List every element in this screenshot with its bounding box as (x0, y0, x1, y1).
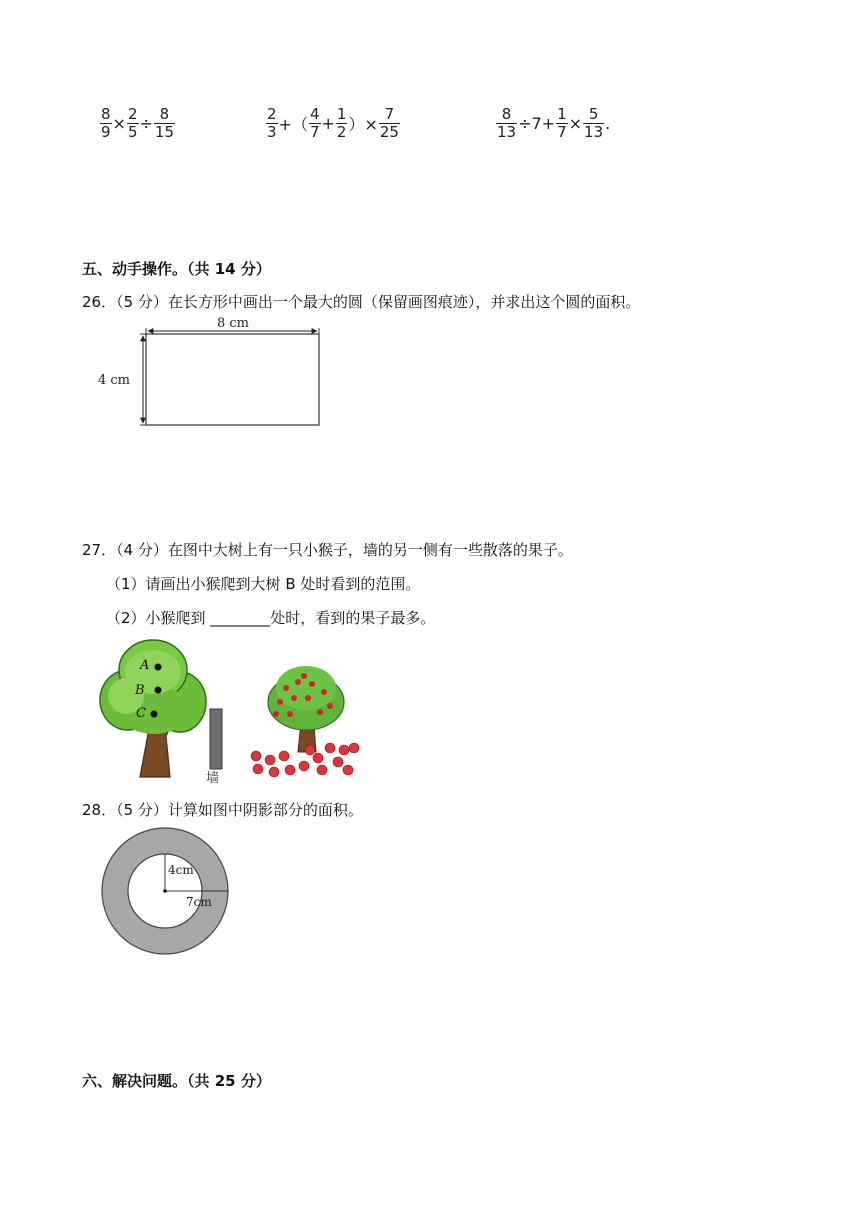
question-27-sub1: （1）请画出小猴爬到大树 B 处时看到的范围。 (106, 575, 421, 593)
point-a (155, 664, 162, 671)
rectangle-diagram (96, 314, 326, 430)
operator: ÷ (139, 114, 153, 133)
section-5-title: 五、动手操作。（共 14 分） (82, 260, 271, 278)
question-27-sub2: （2）小猴爬到 ________处时，看到的果子最多。 (106, 609, 436, 627)
fraction: $\frac{8}{15}$ (154, 105, 174, 141)
width-label: 8 cm (216, 316, 250, 331)
rectangle (146, 334, 319, 425)
fraction: $\frac{2}{3}$ (267, 105, 277, 141)
expression-2 (266, 106, 400, 141)
wall (210, 709, 222, 769)
question-27: 27．（4 分）在图中大树上有一只小猴子，墙的另一侧有一些散落的果子。 (82, 541, 573, 559)
center-point (163, 889, 167, 893)
expression-3 (496, 106, 611, 141)
fraction: $\frac{8}{9}$ (101, 105, 111, 141)
inner-radius-label: 4cm (168, 863, 194, 877)
fraction: $\frac{7}{25}$ (379, 105, 399, 141)
operator: ）× (348, 115, 378, 134)
label-c: C (136, 706, 146, 721)
question-26: 26．（5 分）在长方形中画出一个最大的圆（保留画图痕迹），并求出这个圆的面积。 (82, 293, 641, 311)
operator: × (568, 114, 583, 133)
label-b: B (135, 683, 145, 698)
operator: × (112, 114, 126, 133)
point-b (155, 687, 162, 694)
fraction: $\frac{4}{7}$ (309, 105, 320, 141)
operator: ÷7+ (518, 114, 556, 133)
ring-diagram (100, 826, 232, 958)
operator: +（ (278, 115, 308, 134)
expression-1 (100, 106, 175, 141)
fraction: $\frac{5}{13}$ (584, 105, 604, 141)
fraction: $\frac{1}{2}$ (336, 105, 347, 141)
fraction: $\frac{8}{13}$ (497, 105, 517, 141)
point-c (151, 711, 158, 718)
big-tree-canopy (100, 640, 206, 734)
section-6-title: 六、解决问题。（共 25 分） (82, 1072, 271, 1090)
label-a: A (140, 658, 150, 673)
tree-monkey-illustration (98, 632, 360, 784)
question-28: 28．（5 分）计算如图中阴影部分的面积。 (82, 801, 363, 819)
operator: + (321, 114, 335, 133)
outer-radius-label: 7cm (186, 895, 212, 909)
height-label: 4 cm (98, 373, 131, 388)
operator: . (605, 114, 611, 133)
wall-label: 墙 (206, 771, 220, 784)
fraction: $\frac{1}{7}$ (557, 105, 567, 141)
fraction: $\frac{2}{5}$ (127, 105, 138, 141)
